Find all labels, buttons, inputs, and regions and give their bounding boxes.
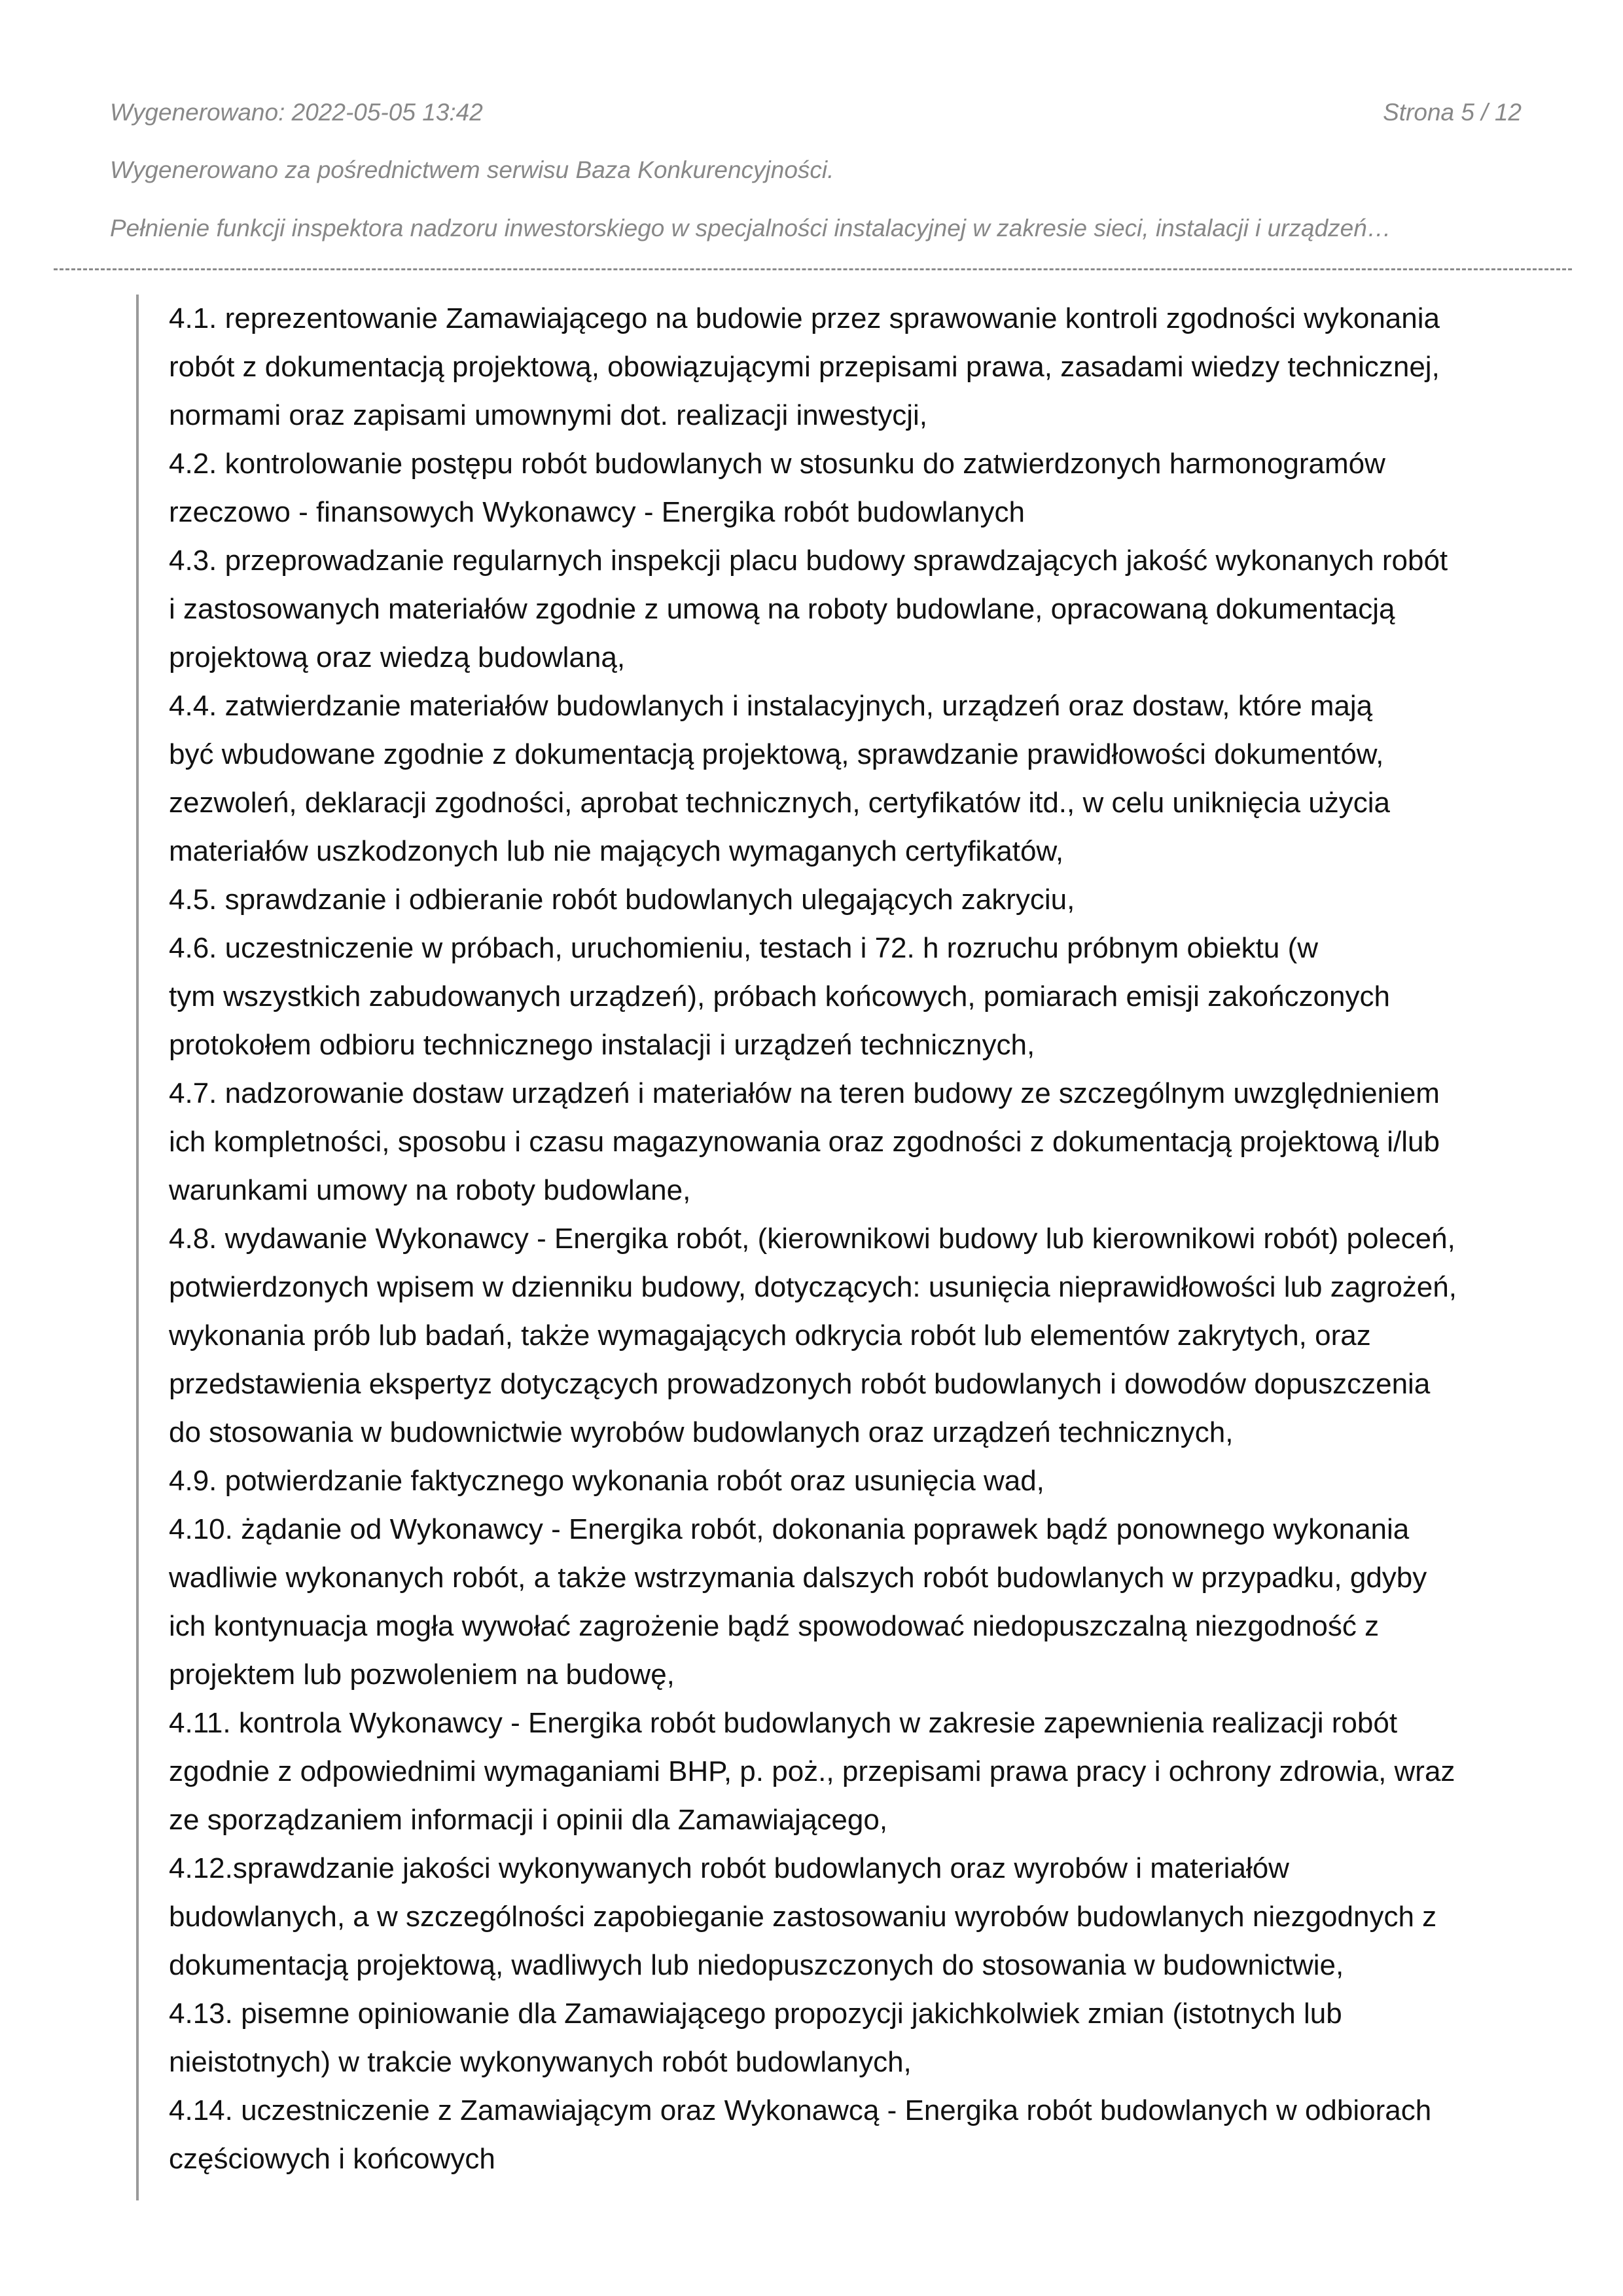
document-body [136, 295, 1524, 2200]
body-line: 4.9. potwierdzanie faktycznego wykonania robót oraz usunięcia wad, [169, 1465, 1044, 1497]
body-line: 4.10. żądanie od Wykonawcy - Energika robót, dokonania poprawek bądź ponownego wykonania [169, 1513, 1410, 1545]
body-line: projektową oraz wiedzą budowlaną, [169, 641, 626, 673]
body-line: 4.13. pisemne opiniowanie dla Zamawiającego propozycji jakichkolwiek zmian (istotnych lub [169, 1998, 1342, 2030]
body-line: 4.1. reprezentowanie Zamawiającego na budowie przez sprawowanie kontroli zgodności wykonania [169, 302, 1440, 334]
body-line: być wbudowane zgodnie z dokumentacją projektową, sprawdzanie prawidłowości dokumentów, [169, 738, 1384, 770]
body-line: do stosowania w budownictwie wyrobów budowlanych oraz urządzeń technicznych, [169, 1416, 1234, 1448]
body-line: 4.4. zatwierdzanie materiałów budowlanych i instalacyjnych, urządzeń oraz dostaw, które mają [169, 690, 1373, 722]
page-number: Strona 5 / 12 [1383, 99, 1522, 126]
body-line: normami oraz zapisami umownymi dot. realizacji inwestycji, [169, 399, 928, 431]
body-line: rzeczowo - finansowych Wykonawcy - Energika robót budowlanych [169, 496, 1025, 528]
body-line: przedstawienia ekspertyz dotyczących prowadzonych robót budowlanych i dowodów dopuszczenia [169, 1368, 1431, 1400]
header-separator [54, 268, 1572, 270]
body-line: dokumentacją projektową, wadliwych lub niedopuszczonych do stosowania w budownictwie, [169, 1949, 1344, 1981]
body-line: warunkami umowy na roboty budowlane, [169, 1174, 691, 1206]
body-line: 4.12.sprawdzanie jakości wykonywanych robót budowlanych oraz wyrobów i materiałów [169, 1852, 1289, 1884]
body-line: 4.11. kontrola Wykonawcy - Energika robót budowlanych w zakresie zapewnienia realizacji robót [169, 1707, 1398, 1739]
body-line: protokołem odbioru technicznego instalacji i urządzeń technicznych, [169, 1029, 1035, 1061]
body-line: budowlanych, a w szczególności zapobieganie zastosowaniu wyrobów budowlanych niezgodnych z [169, 1901, 1437, 1933]
body-line: nieistotnych) w trakcie wykonywanych robót budowlanych, [169, 2046, 912, 2078]
body-line: 4.8. wydawanie Wykonawcy - Energika robót, (kierownikowi budowy lub kierownikowi robót) poleceń, [169, 1223, 1455, 1255]
body-line: 4.7. nadzorowanie dostaw urządzeń i materiałów na teren budowy ze szczególnym uwzględnieniem [169, 1077, 1440, 1109]
body-line: wykonania prób lub badań, także wymagających odkrycia robót lub elementów zakrytych, oraz [169, 1319, 1371, 1352]
body-line: ich kontynuacja mogła wywołać zagrożenie bądź spowodować niedopuszczalną niezgodność z [169, 1610, 1380, 1642]
body-line: ich kompletności, sposobu i czasu magazynowania oraz zgodności z dokumentacją projektową i/lub [169, 1126, 1440, 1158]
body-line: 4.3. przeprowadzanie regularnych inspekcji placu budowy sprawdzających jakość wykonanych robót [169, 545, 1448, 577]
body-line: zezwoleń, deklaracji zgodności, aprobat technicznych, certyfikatów itd., w celu uniknięcia użycia [169, 787, 1391, 819]
body-line: projektem lub pozwoleniem na budowę, [169, 1659, 675, 1691]
body-line: ze sporządzaniem informacji i opinii dla Zamawiającego, [169, 1804, 888, 1836]
body-line: potwierdzonych wpisem w dzienniku budowy, dotyczących: usunięcia nieprawidłowości lub zagrożeń, [169, 1271, 1457, 1303]
body-line: robót z dokumentacją projektową, obowiązującymi przepisami prawa, zasadami wiedzy technicznej, [169, 351, 1440, 383]
body-line: tym wszystkich zabudowanych urządzeń), próbach końcowych, pomiarach emisji zakończonych [169, 980, 1390, 1013]
body-line: częściowych i końcowych [169, 2143, 495, 2175]
document-title: Pełnienie funkcji inspektora nadzoru inwestorskiego w specjalności instalacyjnej w zakresie sieci, instalacji i urządzeń… [110, 215, 1391, 242]
body-line: zgodnie z odpowiednimi wymaganiami BHP, p. poż., przepisami prawa pracy i ochrony zdrowia, wraz [169, 1755, 1455, 1787]
body-line: i zastosowanych materiałów zgodnie z umową na roboty budowlane, opracowaną dokumentacją [169, 593, 1395, 625]
body-line: 4.2. kontrolowanie postępu robót budowlanych w stosunku do zatwierdzonych harmonogramów [169, 448, 1385, 480]
body-line: wadliwie wykonanych robót, a także wstrzymania dalszych robót budowlanych w przypadku, gdyby [169, 1562, 1427, 1594]
body-line: 4.5. sprawdzanie i odbieranie robót budowlanych ulegających zakryciu, [169, 884, 1075, 916]
body-line: 4.14. uczestniczenie z Zamawiającym oraz Wykonawcą - Energika robót budowlanych w odbiorach [169, 2094, 1432, 2126]
body-line: 4.6. uczestniczenie w próbach, uruchomieniu, testach i 72. h rozruchu próbnym obiektu (w [169, 932, 1319, 964]
body-line: materiałów uszkodzonych lub nie mających wymaganych certyfikatów, [169, 835, 1064, 867]
service-note: Wygenerowano za pośrednictwem serwisu Baza Konkurencyjności. [110, 156, 834, 183]
generated-timestamp: Wygenerowano: 2022-05-05 13:42 [110, 99, 483, 126]
